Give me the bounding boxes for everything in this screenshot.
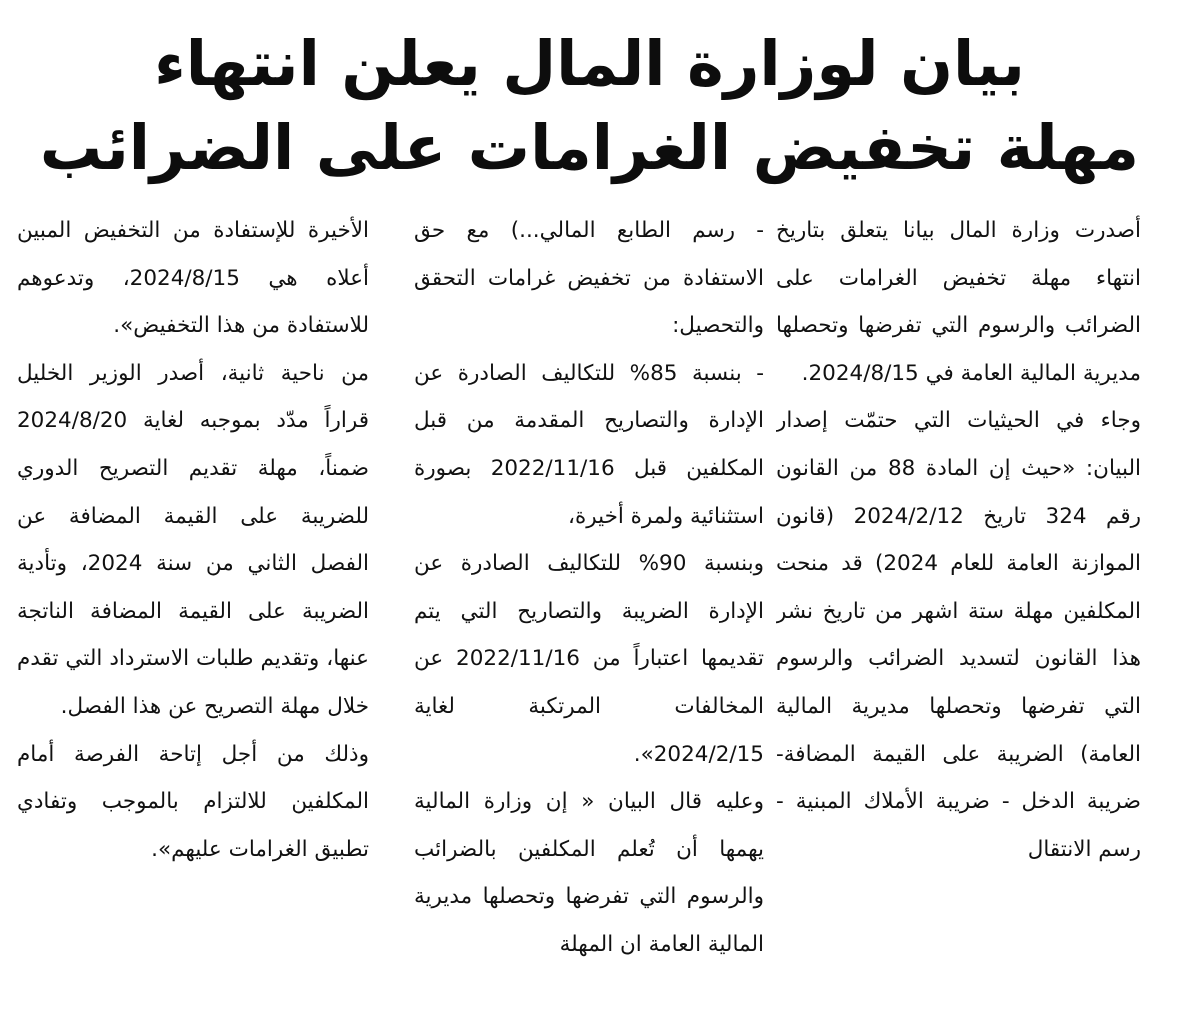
paragraph: - رسم الطابع المالي...) مع حق الاستفادة من تخفيض غرامات التحقق والتحصيل: (414, 218, 764, 339)
paragraph: وجاء في الحيثيات التي حتمّت إصدار البيان: «حيث إن المادة 88 من القانون رقم 324 تاريخ 2024/2/12 (قانون الموازنة العامة للعام 2024) قد منحت المكلفين مهلة ستة اشهر من تاريخ نشر هذا القانون لتسديد الضرائب والرسوم التي تفرضها وتحصلها مديرية المالية العامة) الضريبة على القيمة المضافة- ضريبة الدخل - ضريبة الأملاك المبنية - رسم الانتقال (776, 408, 1141, 862)
article-column-middle (414, 207, 764, 977)
paragraph: الأخيرة للإستفادة من التخفيض المبين أعلاه هي 2024/8/15، وتدعوهم للاستفادة من هذا التخفيض». (17, 218, 369, 339)
article-headline (40, 22, 1139, 192)
paragraph: وبنسبة 90% للتكاليف الصادرة عن الإدارة الضريبة والتصاريح التي يتم تقديمها اعتباراً من 2022/11/16 عن المخالفات المرتكبة لغاية 2024/2/15». (414, 551, 764, 767)
paragraph: وذلك من أجل إتاحة الفرصة أمام المكلفين للالتزام بالموجب وتفادي تطبيق الغرامات عليهم». (17, 741, 369, 862)
paragraph: أصدرت وزارة المال بيانا يتعلق بتاريخ انتهاء مهلة تخفيض الغرامات على الضرائب والرسوم التي تفرضها وتحصلها مديرية المالية العامة في 2024/8/15. (776, 218, 1141, 386)
article-column-right (776, 207, 1141, 977)
headline-line-1: بيان لوزارة المال يعلن انتهاء (154, 27, 1025, 100)
paragraph: - بنسبة 85% للتكاليف الصادرة عن الإدارة والتصاريح المقدمة من قبل المكلفين قبل 2022/11/16 بصورة استثنائية ولمرة أخيرة، (414, 360, 764, 529)
paragraph: وعليه قال البيان « إن وزارة المالية يهمها أن تُعلم المكلفين بالضرائب والرسوم التي تفرضها وتحصلها مديرية المالية العامة ان المهلة (414, 789, 764, 957)
headline-line-2: مهلة تخفيض الغرامات على الضرائب (39, 111, 1139, 184)
paragraph: من ناحية ثانية، أصدر الوزير الخليل قراراً مدّد بموجبه لغاية 2024/8/20 ضمناً، مهلة تقديم التصريح الدوري للضريبة على القيمة المضافة عن الفصل الثاني من سنة 2024، وتأدية الضريبة على القيمة المضافة الناتجة عنها، وتقديم طلبات الاسترداد التي تقدم خلال مهلة التصريح عن هذا الفصل. (17, 360, 369, 719)
article-column-left (17, 207, 369, 977)
